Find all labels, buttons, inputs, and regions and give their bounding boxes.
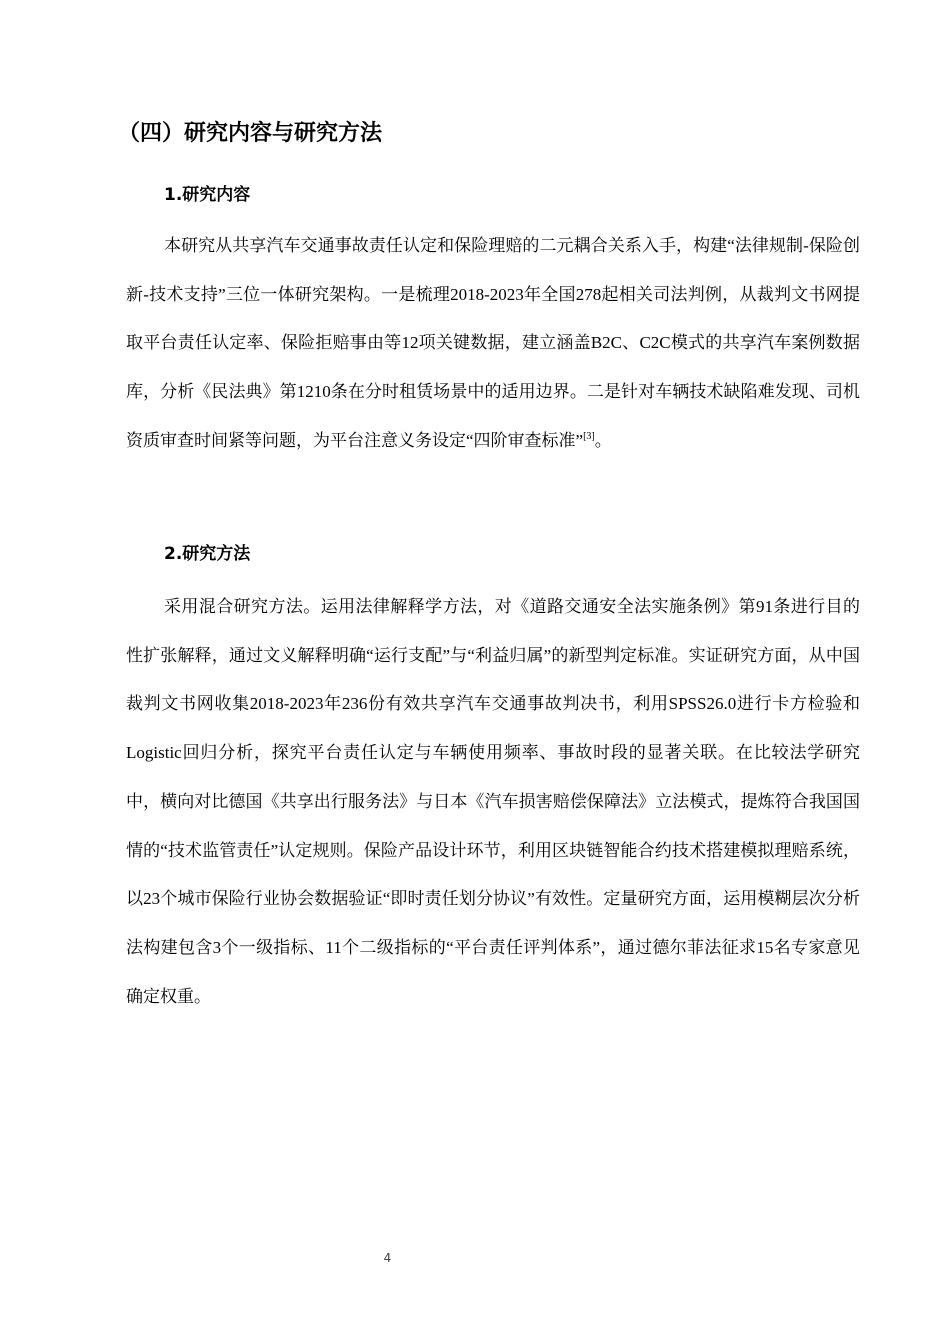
section-title: （四）研究内容与研究方法 (118, 121, 383, 146)
research-content-text-end: 。 (594, 430, 612, 450)
citation-reference: [3] (583, 430, 595, 442)
research-method-heading: 2.研究方法 (164, 544, 251, 564)
research-method-paragraph: 采用混合研究方法。运用法律解释学方法，对《道路交通安全法实施条例》第91条进行目的性扩张解释，通过文义解释明确“运行支配”与“利益归属”的新型判定标准。实证研究方面，从中国裁判文书网收集2018-2023年236份有效共享汽车交通事故判决书，利用SPSS26.0进行卡方检验和Logistic回归分析，探究平台责任认定与车辆使用频率、事故时段的显著关联。在比较法学研究中，横向对比德国《共享出行服务法》与日本《汽车损害赔偿保障法》立法模式，提炼符合我国国情的“技术监管责任”认定规则。保险产品设计环节，利用区块链智能合约技术搭建模拟理赔系统，以23个城市保险行业协会数据验证“即时责任划分协议”有效性。定量研究方面，运用模糊层次分析法构建包含3个一级指标、11个二级指标的“平台责任评判体系”，通过德尔菲法征求15名专家意见确定权重。 (126, 597, 860, 1006)
research-content-text: 本研究从共享汽车交通事故责任认定和保险理赔的二元耦合关系入手，构建“法律规制-保险创新-技术支持”三位一体研究架构。一是梳理2018-2023年全国278起相关司法判例，从裁判文书网提取平台责任认定率、保险拒赔事由等12项关键数据，建立涵盖B2C、C2C模式的共享汽车案例数据库，分析《民法典》第1210条在分时租赁场景中的适用边界。二是针对车辆技术缺陷难发现、司机资质审查时间紧等问题，为平台注意义务设定“四阶审查标准” (126, 236, 860, 450)
research-content-heading: 1.研究内容 (164, 185, 251, 205)
page-number: 4 (383, 1251, 392, 1265)
research-content-paragraph (126, 222, 860, 466)
